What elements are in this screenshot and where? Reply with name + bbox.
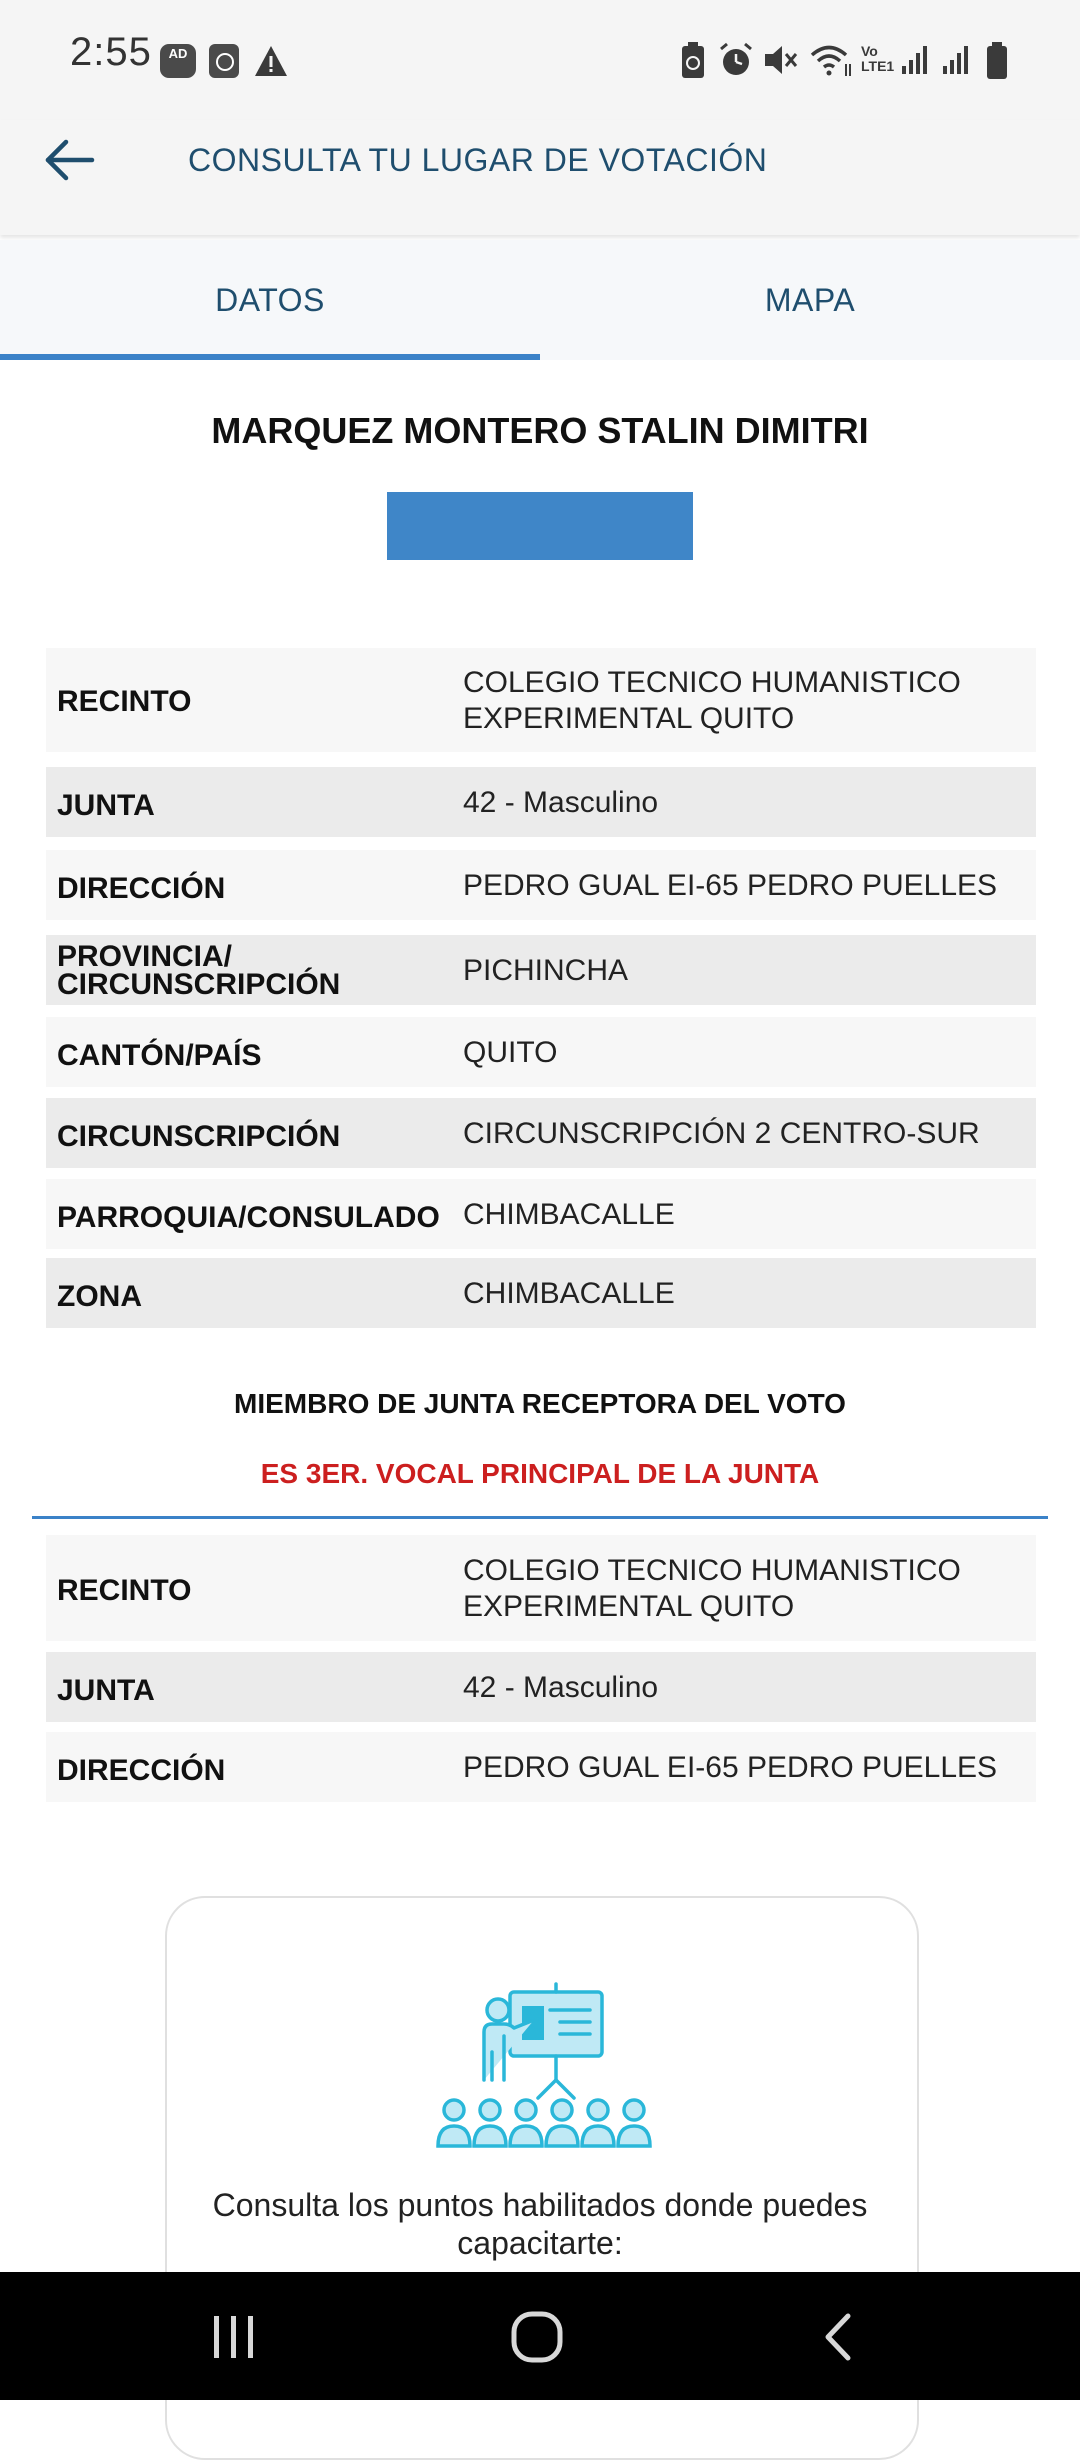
signal-icon <box>900 44 930 76</box>
person-name: MARQUEZ MONTERO STALIN DIMITRI <box>211 410 869 451</box>
active-tab-indicator <box>0 354 540 360</box>
ad-blocker-icon <box>160 44 196 78</box>
table-row <box>46 1098 1036 1168</box>
battery-saver-icon <box>680 42 706 80</box>
table-row <box>46 1017 1036 1087</box>
table-row <box>46 1732 1036 1802</box>
warning-icon <box>253 44 289 78</box>
table-row <box>46 1652 1036 1722</box>
row-value: CHIMBACALLE <box>463 1198 675 1231</box>
tab-mapa[interactable]: MAPA <box>764 281 856 318</box>
row-value: QUITO <box>463 1036 558 1069</box>
table-row <box>46 1535 1036 1641</box>
wifi-icon <box>808 42 852 78</box>
row-value: 42 - Masculino <box>463 1671 659 1704</box>
tab-bar <box>0 240 1080 360</box>
row-value: CHIMBACALLE <box>463 1277 675 1310</box>
row-label: CANTÓN/PAÍS <box>57 1039 262 1072</box>
table-row <box>46 648 1036 752</box>
page-title: CONSULTA TU LUGAR DE VOTACIÓN <box>188 142 768 178</box>
recent-apps-icon[interactable] <box>210 2314 258 2360</box>
signal-icon <box>941 44 971 76</box>
redacted-id-bar <box>387 492 693 560</box>
system-nav-bar <box>0 2272 1080 2400</box>
battery-icon <box>986 42 1008 80</box>
row-value: COLEGIO TECNICO HUMANISTICO EXPERIMENTAL QUITO <box>463 1554 961 1623</box>
row-value: CIRCUNSCRIPCIÓN 2 CENTRO-SUR <box>463 1117 980 1150</box>
table-row <box>46 850 1036 920</box>
row-value: 42 - Masculino <box>463 786 659 819</box>
section-divider <box>32 1516 1048 1519</box>
mute-icon <box>763 43 799 77</box>
row-label: JUNTA <box>57 789 155 822</box>
lte-label: LTE1 <box>861 58 895 74</box>
row-label: DIRECCIÓN <box>57 1754 226 1787</box>
home-icon[interactable] <box>510 2310 566 2364</box>
row-value: PICHINCHA <box>463 954 629 987</box>
lte-icon <box>861 44 894 74</box>
table-row <box>46 935 1036 1005</box>
back-icon[interactable] <box>820 2312 856 2362</box>
row-label: RECINTO <box>57 1574 192 1607</box>
table-row <box>46 1179 1036 1249</box>
row-label: DIRECCIÓN <box>57 872 226 905</box>
row-label: RECINTO <box>57 685 192 718</box>
row-value: PEDRO GUAL EI-65 PEDRO PUELLES <box>463 1751 998 1784</box>
status-time: 2:55 <box>70 30 152 74</box>
volte-label: Vo <box>861 43 878 59</box>
ad-blocker-label: AD <box>168 46 188 61</box>
row-label: PROVINCIA/ CIRCUNSCRIPCIÓN <box>57 940 341 1001</box>
row-label: CIRCUNSCRIPCIÓN <box>57 1120 341 1153</box>
training-card-text: Consulta los puntos habilitados donde puedes capacitarte: <box>212 2187 868 2261</box>
row-label: PARROQUIA/CONSULADO <box>57 1201 440 1234</box>
member-role-alert: ES 3ER. VOCAL PRINCIPAL DE LA JUNTA <box>260 1458 820 1489</box>
training-presentation-icon <box>430 1980 660 2150</box>
tab-datos[interactable]: DATOS <box>215 281 325 318</box>
row-value: PEDRO GUAL EI-65 PEDRO PUELLES <box>463 869 998 902</box>
member-section-title: MIEMBRO DE JUNTA RECEPTORA DEL VOTO <box>234 1388 846 1419</box>
alarm-icon <box>718 42 754 78</box>
arrow-left-icon[interactable] <box>40 128 100 188</box>
table-row <box>46 767 1036 837</box>
row-label: ZONA <box>57 1280 142 1313</box>
clock-app-icon <box>209 44 239 78</box>
table-row <box>46 1258 1036 1328</box>
row-label: JUNTA <box>57 1674 155 1707</box>
row-value: COLEGIO TECNICO HUMANISTICO EXPERIMENTAL QUITO <box>463 666 961 735</box>
